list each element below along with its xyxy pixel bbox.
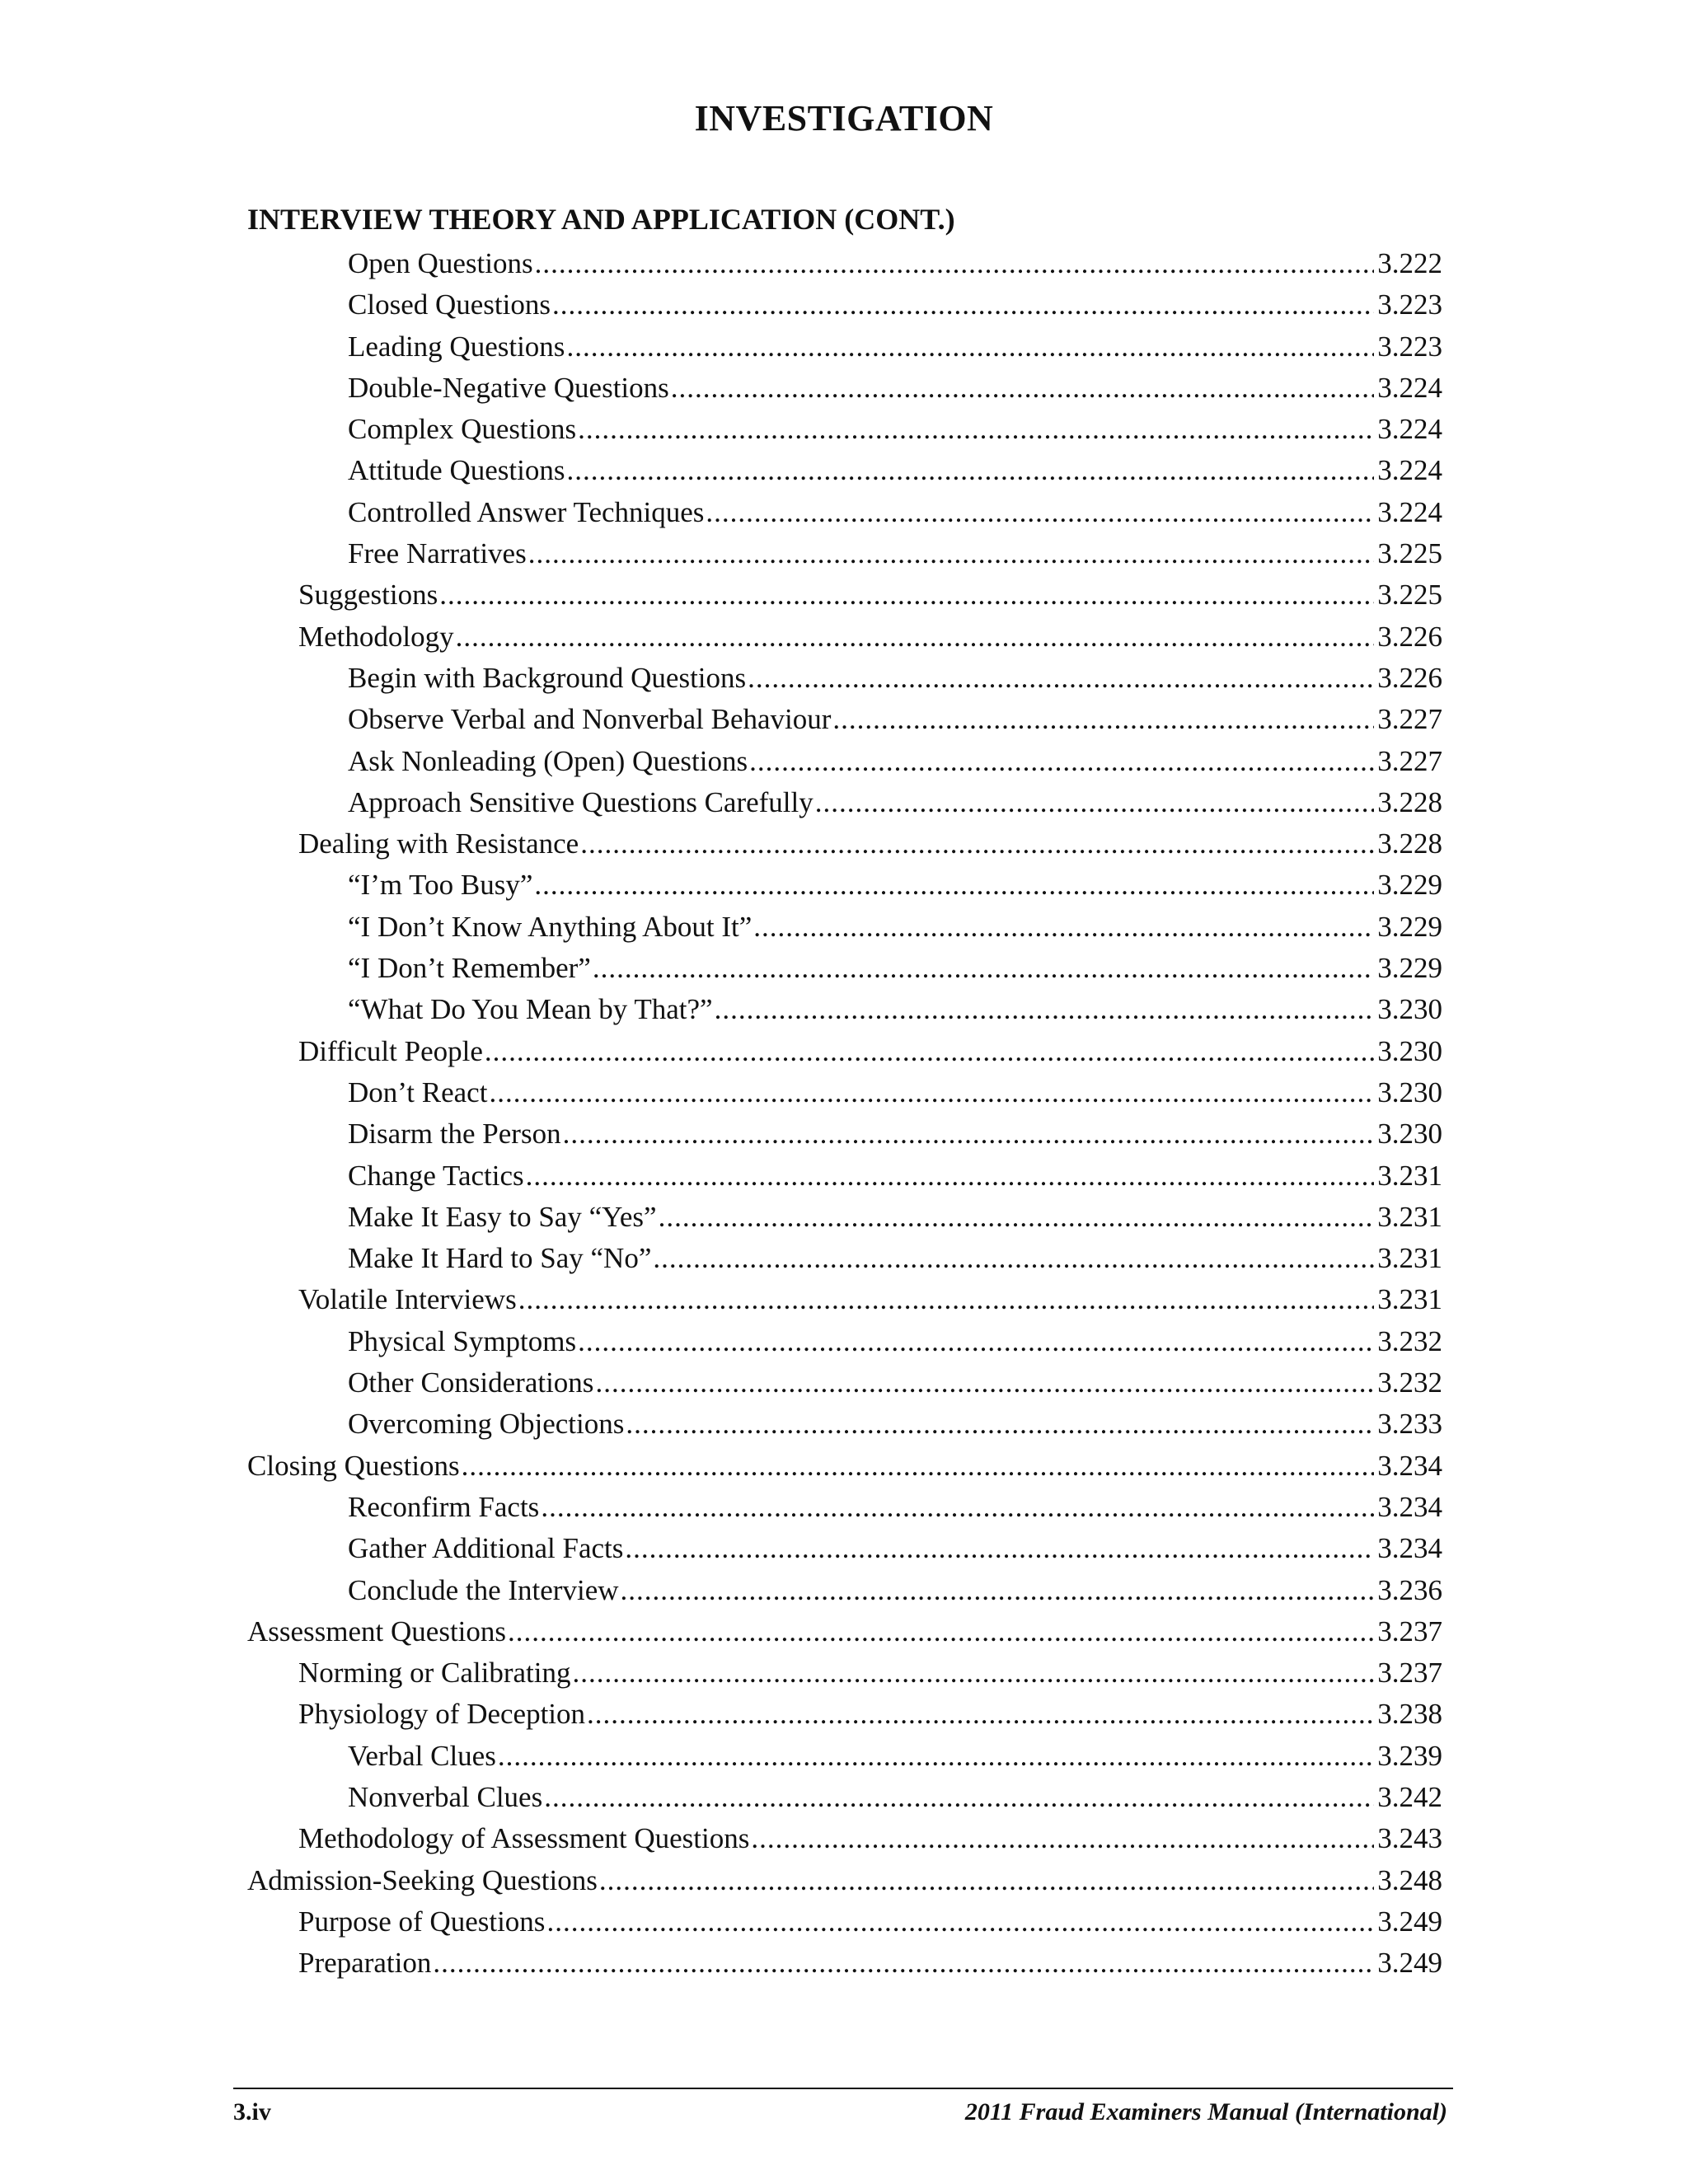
toc-leader-dots [659,1197,1375,1238]
toc-entry[interactable] [247,1446,1442,1487]
toc-leader-dots [653,1238,1374,1279]
toc-entry-label: Closing Questions [247,1449,460,1482]
toc-entry-page: 3.232 [1377,1324,1442,1357]
toc-entry[interactable] [247,1155,1442,1197]
toc-entry-page: 3.230 [1377,1118,1442,1151]
toc-leader-dots [626,1404,1374,1445]
toc-leader-dots [552,284,1374,326]
footer-page-number: 3.iv [233,2098,271,2125]
toc-entry-label: Make It Hard to Say “No” [348,1242,652,1275]
toc-entry-page: 3.231 [1377,1283,1442,1316]
toc-entry[interactable] [247,1901,1442,1943]
toc-entry-page: 3.239 [1377,1739,1442,1772]
toc-leader-dots [593,948,1374,989]
toc-entry-page: 3.248 [1377,1863,1442,1896]
toc-entry-page: 3.224 [1377,413,1442,446]
toc-entry-page: 3.228 [1377,827,1442,860]
toc-leader-dots [815,782,1374,823]
toc-entry[interactable] [247,1031,1442,1072]
toc-entry-label: Controlled Answer Techniques [348,495,705,528]
toc-leader-dots [508,1611,1374,1652]
toc-entry-page: 3.230 [1377,1034,1442,1067]
toc-leader-dots [749,741,1374,782]
toc-entry[interactable] [247,1943,1442,1984]
toc-entry-page: 3.236 [1377,1573,1442,1606]
toc-entry[interactable] [247,1860,1442,1901]
toc-entry-label: Leading Questions [348,330,565,363]
toc-entry[interactable] [247,1238,1442,1279]
toc-entry-label: Physical Symptoms [348,1324,577,1357]
toc-entry-page: 3.224 [1377,371,1442,404]
toc-leader-dots [573,1652,1375,1694]
toc-entry-label: Purpose of Questions [298,1905,546,1938]
toc-leader-dots [544,1777,1374,1818]
toc-entry-page: 3.242 [1377,1780,1442,1813]
table-of-contents [247,243,1442,1984]
toc-leader-dots [498,1736,1374,1777]
toc-entry-page: 3.231 [1377,1242,1442,1275]
toc-entry-label: “I Don’t Remember” [348,952,591,985]
toc-entry-page: 3.227 [1377,744,1442,777]
toc-entry-label: Approach Sensitive Questions Carefully [348,785,814,818]
toc-entry-label: Make It Easy to Say “Yes” [348,1200,657,1233]
toc-entry-page: 3.225 [1377,537,1442,570]
toc-entry-page: 3.231 [1377,1200,1442,1233]
toc-entry-label: Volatile Interviews [298,1283,517,1316]
toc-entry-label: Suggestions [298,579,438,612]
toc-entry-page: 3.234 [1377,1449,1442,1482]
toc-entry-label: Change Tactics [348,1159,524,1192]
toc-leader-dots [671,368,1374,409]
toc-entry-page: 3.231 [1377,1159,1442,1192]
toc-leader-dots [625,1528,1374,1569]
toc-entry-label: Difficult People [298,1034,483,1067]
toc-entry-label: Methodology [298,620,454,653]
toc-entry-label: Observe Verbal and Nonverbal Behaviour [348,703,832,736]
toc-entry[interactable] [247,1362,1442,1404]
toc-entry[interactable] [247,1404,1442,1445]
toc-entry-label: Ask Nonleading (Open) Questions [348,744,748,777]
toc-entry-page: 3.225 [1377,579,1442,612]
toc-entry-label: Open Questions [348,247,533,279]
toc-leader-dots [587,1694,1374,1735]
toc-entry[interactable] [247,574,1442,616]
toc-leader-dots [518,1279,1375,1320]
toc-entry[interactable] [247,1570,1442,1611]
toc-leader-dots [595,1362,1374,1404]
toc-leader-dots [541,1487,1374,1528]
toc-leader-dots [439,574,1374,616]
toc-entry[interactable] [247,865,1442,906]
toc-entry[interactable] [247,368,1442,409]
toc-leader-dots [485,1031,1374,1072]
toc-entry[interactable] [247,1736,1442,1777]
toc-entry[interactable] [247,1487,1442,1528]
toc-entry-label: Nonverbal Clues [348,1780,543,1813]
toc-entry-page: 3.237 [1377,1657,1442,1690]
toc-entry-label: Dealing with Resistance [298,827,579,860]
toc-entry-label: Don’t React [348,1076,488,1108]
toc-entry[interactable] [247,284,1442,326]
toc-leader-dots [751,1818,1374,1859]
toc-entry[interactable] [247,243,1442,284]
toc-entry[interactable] [247,450,1442,491]
toc-entry-label: Gather Additional Facts [348,1532,624,1565]
toc-leader-dots [462,1446,1375,1487]
toc-entry-page: 3.228 [1377,785,1442,818]
toc-entry-page: 3.230 [1377,1076,1442,1108]
toc-leader-dots [528,533,1375,574]
toc-leader-dots [621,1570,1375,1611]
toc-entry[interactable] [247,699,1442,740]
toc-entry-label: Norming or Calibrating [298,1657,571,1690]
toc-entry-label: Free Narratives [348,537,527,570]
toc-entry[interactable] [247,616,1442,658]
toc-entry[interactable] [247,1611,1442,1652]
toc-leader-dots [456,616,1375,658]
toc-entry-page: 3.226 [1377,620,1442,653]
toc-entry[interactable] [247,948,1442,989]
toc-leader-dots [753,907,1374,948]
footer-divider [233,2088,1453,2089]
toc-entry-page: 3.229 [1377,952,1442,985]
toc-leader-dots [433,1943,1374,1984]
toc-entry-page: 3.233 [1377,1408,1442,1441]
toc-entry[interactable] [247,1197,1442,1238]
toc-entry-page: 3.238 [1377,1698,1442,1731]
toc-leader-dots [546,1901,1374,1943]
toc-entry[interactable] [247,782,1442,823]
toc-leader-dots [578,1321,1374,1362]
toc-entry[interactable] [247,1528,1442,1569]
toc-entry-page: 3.224 [1377,454,1442,487]
toc-entry[interactable] [247,1777,1442,1818]
toc-entry-label: Conclude the Interview [348,1573,619,1606]
toc-entry-label: Complex Questions [348,413,577,446]
toc-entry-label: Attitude Questions [348,454,565,487]
toc-entry-label: “What Do You Mean by That?” [348,993,713,1026]
toc-leader-dots [534,865,1374,906]
toc-entry[interactable] [247,326,1442,368]
toc-entry-label: Assessment Questions [247,1615,507,1647]
toc-entry-page: 3.222 [1377,247,1442,279]
toc-leader-dots [535,243,1375,284]
toc-entry[interactable] [247,1818,1442,1859]
toc-entry[interactable] [247,658,1442,699]
toc-entry-page: 3.237 [1377,1615,1442,1647]
toc-entry-label: Overcoming Objections [348,1408,625,1441]
toc-entry[interactable] [247,823,1442,865]
toc-entry[interactable] [247,741,1442,782]
section-heading: INTERVIEW THEORY AND APPLICATION (CONT.) [247,203,955,236]
toc-entry[interactable] [247,1072,1442,1113]
toc-entry-page: 3.226 [1377,661,1442,694]
footer-publication-title: 2011 Fraud Examiners Manual (International) [964,2098,1447,2125]
toc-entry-page: 3.234 [1377,1490,1442,1523]
toc-entry[interactable] [247,907,1442,948]
toc-entry-label: “I Don’t Know Anything About It” [348,910,753,943]
toc-leader-dots [599,1860,1374,1901]
toc-leader-dots [566,326,1374,368]
toc-leader-dots [706,492,1374,533]
toc-leader-dots [748,658,1374,699]
toc-entry-page: 3.227 [1377,703,1442,736]
toc-entry-page: 3.249 [1377,1947,1442,1980]
page-title: INVESTIGATION [694,98,994,138]
toc-entry-label: Other Considerations [348,1366,594,1399]
toc-entry-label: Physiology of Deception [298,1698,586,1731]
toc-entry-label: Closed Questions [348,288,551,321]
toc-entry[interactable] [247,1694,1442,1735]
toc-entry-label: Preparation [298,1947,432,1980]
toc-entry-label: Begin with Background Questions [348,661,747,694]
toc-entry-page: 3.234 [1377,1532,1442,1565]
toc-entry-page: 3.232 [1377,1366,1442,1399]
toc-entry[interactable] [247,1279,1442,1320]
toc-entry-page: 3.230 [1377,993,1442,1026]
toc-entry-label: Reconfirm Facts [348,1490,540,1523]
toc-entry-page: 3.229 [1377,910,1442,943]
toc-leader-dots [489,1072,1374,1113]
toc-entry-page: 3.223 [1377,330,1442,363]
toc-entry[interactable] [247,492,1442,533]
toc-entry[interactable] [247,989,1442,1030]
toc-entry-label: Verbal Clues [348,1739,496,1772]
toc-leader-dots [580,823,1374,865]
toc-entry[interactable] [247,1652,1442,1694]
toc-leader-dots [566,450,1374,491]
toc-entry[interactable] [247,533,1442,574]
toc-leader-dots [526,1155,1375,1197]
toc-entry[interactable] [247,1321,1442,1362]
toc-leader-dots [563,1113,1375,1155]
toc-leader-dots [715,989,1375,1030]
toc-entry-page: 3.249 [1377,1905,1442,1938]
toc-entry-page: 3.229 [1377,869,1442,902]
toc-leader-dots [578,409,1374,450]
toc-entry-label: Admission-Seeking Questions [247,1863,598,1896]
toc-entry-label: Disarm the Person [348,1118,561,1151]
toc-entry-page: 3.223 [1377,288,1442,321]
toc-entry-page: 3.224 [1377,495,1442,528]
toc-leader-dots [832,699,1374,740]
toc-entry-page: 3.243 [1377,1822,1442,1855]
toc-entry-label: “I’m Too Busy” [348,869,533,902]
toc-entry[interactable] [247,1113,1442,1155]
toc-entry-label: Methodology of Assessment Questions [298,1822,750,1855]
toc-entry[interactable] [247,409,1442,450]
toc-entry-label: Double-Negative Questions [348,371,669,404]
